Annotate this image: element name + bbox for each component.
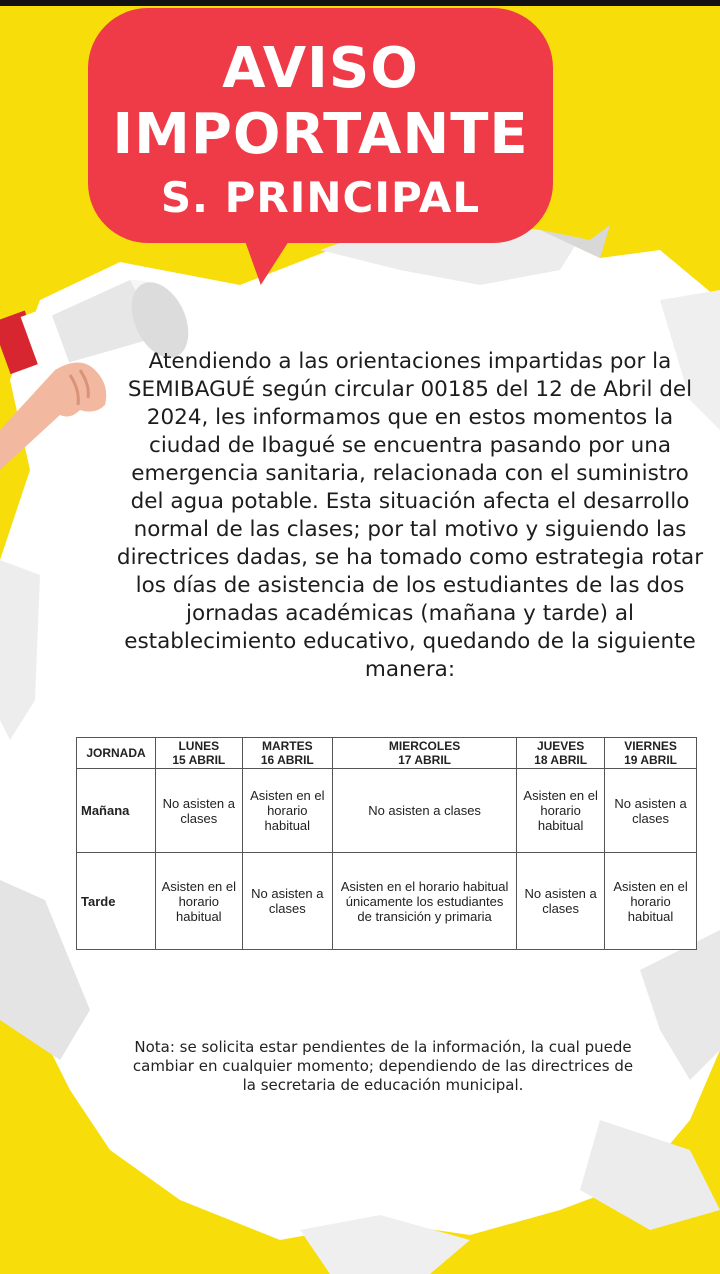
table-row [77,769,697,853]
day-date: 19 ABRIL [624,753,677,767]
day-header [517,738,605,769]
day-date: 17 ABRIL [398,753,452,767]
day-header [605,738,697,769]
table-cell: Asisten en el horario habitual [242,769,332,853]
title-line-1: AVISO [222,36,419,101]
day-header [156,738,243,769]
table-header-row [77,738,697,769]
title-line-3: S. PRINCIPAL [160,173,481,222]
intro-paragraph: Atendiendo a las orientaciones impartidas por la SEMIBAGUÉ según circular 00185 del 12 de Abril del 2024, les informamos que en estos momentos la ciudad de Ibagué se encuentra pasando por una emergencia sanitaria, relacionada con el suministro del agua potable. Esta situación afecta el desarrollo normal de las clases; por tal motivo y siguiendo las directrices dadas, se ha tomado como estrategia rotar los días de asistencia de los estudiantes de las dos jornadas académicas (mañana y tarde) al establecimiento educativo, quedando de la siguiente manera: [116,349,704,682]
row-label: Mañana [77,769,156,853]
title-block [88,38,553,226]
table-cell: Asisten en el horario habitual [605,853,697,950]
day-date: 16 ABRIL [260,753,314,767]
note-paragraph: Nota: se solicita estar pendientes de la información, la cual puede cambiar en cualquier momento; dependiendo de las directrices de la secretaria de educación municipal. [132,1038,634,1094]
day-date: 15 ABRIL [172,753,226,767]
day-header [242,738,332,769]
day-header [332,738,516,769]
day-name: MARTES [261,739,313,753]
day-name: JUEVES [536,739,585,753]
speech-bubble-tail [231,225,299,285]
day-name: VIERNES [624,739,677,753]
table-cell: No asisten a clases [605,769,697,853]
table-cell: No asisten a clases [156,769,243,853]
table-cell: No asisten a clases [517,853,605,950]
table-cell: Asisten en el horario habitual [517,769,605,853]
table-cell: No asisten a clases [332,769,516,853]
schedule-table [76,737,697,950]
day-date: 18 ABRIL [534,753,588,767]
row-label: Tarde [77,853,156,950]
jornada-header: JORNADA [77,738,156,769]
day-name: LUNES [178,739,220,753]
day-name: MIERCOLES [388,739,461,753]
table-row [77,853,697,950]
table-cell: Asisten en el horario habitual únicamente los estudiantes de transición y primaria [332,853,516,950]
table-cell: Asisten en el horario habitual [156,853,243,950]
title-line-2: IMPORTANTE [112,102,529,167]
table-cell: No asisten a clases [242,853,332,950]
